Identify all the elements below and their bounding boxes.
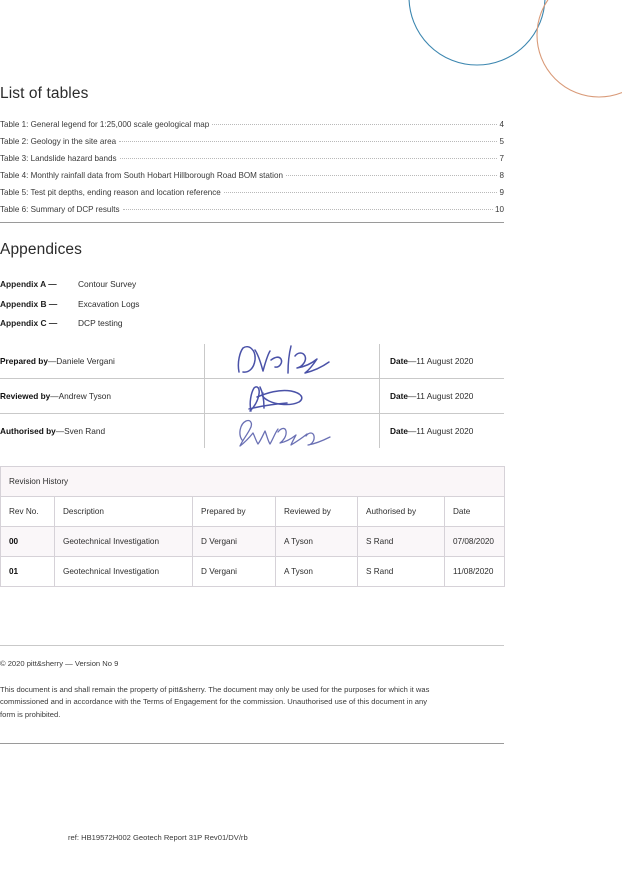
appendix-entry[interactable] xyxy=(0,275,504,295)
toc-entry-label: Table 1: General legend for 1:25,000 scale geological map xyxy=(0,120,210,130)
signature-block xyxy=(0,344,504,448)
list-of-tables-heading: List of tables xyxy=(0,85,89,102)
footer-notes xyxy=(0,645,504,744)
appendix-key: Appendix B — xyxy=(0,298,58,309)
toc-leader xyxy=(212,124,497,125)
cell-date: 11/08/2020 xyxy=(445,557,505,587)
toc-leader xyxy=(120,158,498,159)
appendix-key: Appendix A — xyxy=(0,279,57,290)
cell-prepared-by: D Vergani xyxy=(193,557,276,587)
date-sep: — xyxy=(407,426,417,436)
signature-date-prepared xyxy=(380,344,504,378)
cell-rev-no: 01 xyxy=(1,557,55,587)
signature-date-reviewed xyxy=(380,379,504,413)
signature-cell xyxy=(204,344,380,378)
toc-leader xyxy=(119,141,497,142)
date-label: Date xyxy=(390,356,408,366)
table-row xyxy=(1,557,505,587)
appendix-value: DCP testing xyxy=(78,318,123,329)
signature-cell xyxy=(204,414,380,448)
appendix-entry[interactable] xyxy=(0,314,504,334)
column-header-rev-no: Rev No. xyxy=(1,497,55,527)
toc-entry-page: 10 xyxy=(494,204,504,214)
date-label: Date xyxy=(390,391,408,401)
date-value: 11 August 2020 xyxy=(416,426,474,436)
date-label: Date xyxy=(390,426,408,436)
footer-divider-bottom xyxy=(0,743,504,744)
table-row xyxy=(1,527,505,557)
toc-leader xyxy=(224,192,498,193)
toc-entry-label: Table 5: Test pit depths, ending reason and location reference xyxy=(0,187,221,197)
date-value: 11 August 2020 xyxy=(416,391,474,401)
signature-person: Sven Rand xyxy=(64,426,106,436)
signature-role-label: Prepared by xyxy=(0,356,48,366)
toc-leader xyxy=(286,175,498,176)
signature-role-label: Authorised by xyxy=(0,426,56,436)
section-divider-above-appendices xyxy=(0,222,504,223)
cell-description: Geotechnical Investigation xyxy=(55,557,193,587)
cell-prepared-by: D Vergani xyxy=(193,527,276,557)
column-header-authorised-by: Authorised by xyxy=(358,497,445,527)
cell-date: 07/08/2020 xyxy=(445,527,505,557)
signature-date-authorised xyxy=(380,414,504,448)
toc-leader xyxy=(123,209,493,210)
cell-authorised-by: S Rand xyxy=(358,557,445,587)
toc-entry[interactable] xyxy=(0,168,504,185)
signature-role-authorised-by xyxy=(0,414,204,448)
signature-sven-rand xyxy=(222,410,362,454)
decorative-circle-orange xyxy=(537,0,622,97)
toc-entry[interactable] xyxy=(0,185,504,202)
column-header-date: Date xyxy=(445,497,505,527)
appendix-entry[interactable] xyxy=(0,295,504,315)
document-reference: ref: HB19572H002 Geotech Report 31P Rev01/DV/rb xyxy=(68,833,248,842)
toc-entry-label: Table 2: Geology in the site area xyxy=(0,137,117,147)
toc-entry[interactable] xyxy=(0,201,504,218)
cell-authorised-by: S Rand xyxy=(358,527,445,557)
signature-row xyxy=(0,414,504,448)
signature-row xyxy=(0,344,504,379)
signature-role-sep: — xyxy=(50,391,59,401)
signature-role-sep: — xyxy=(47,356,57,366)
date-value: 11 August 2020 xyxy=(416,356,474,366)
appendix-key: Appendix C — xyxy=(0,318,58,329)
revision-history-section xyxy=(0,466,504,587)
cell-reviewed-by: A Tyson xyxy=(276,557,358,587)
decorative-circle-blue xyxy=(409,0,545,65)
copyright-line: © 2020 pitt&sherry — Version No 9 xyxy=(0,659,119,668)
date-sep: — xyxy=(407,356,417,366)
revision-history-table xyxy=(0,466,505,587)
signature-row xyxy=(0,379,504,414)
cell-description: Geotechnical Investigation xyxy=(55,527,193,557)
appendices-heading: Appendices xyxy=(0,241,83,258)
toc-entry-label: Table 6: Summary of DCP results xyxy=(0,204,120,214)
list-of-tables-entries xyxy=(0,117,504,218)
list-of-tables-section xyxy=(0,85,504,218)
appendix-value: Contour Survey xyxy=(78,279,137,290)
appendices-section xyxy=(0,222,504,334)
disclaimer-text: This document is and shall remain the property of pitt&sherry. The document may only be used for the purposes for which it was commissioned and in accordance with the Terms of Engagement for the commission. Unauthorised use of this document in any form is prohibited. xyxy=(0,685,430,719)
column-header-reviewed-by: Reviewed by xyxy=(276,497,358,527)
appendices-entries xyxy=(0,275,504,334)
signature-role-prepared-by xyxy=(0,344,204,378)
signature-role-sep: — xyxy=(55,426,65,436)
revision-history-caption-row xyxy=(1,467,505,497)
footer-divider-top xyxy=(0,645,504,646)
signature-cell xyxy=(204,379,380,413)
toc-entry[interactable] xyxy=(0,117,504,134)
toc-entry-page: 8 xyxy=(499,171,504,181)
toc-entry[interactable] xyxy=(0,134,504,151)
revision-history-caption: Revision History xyxy=(1,467,505,497)
appendix-value: Excavation Logs xyxy=(78,298,140,309)
revision-history-header-row xyxy=(1,497,505,527)
toc-entry-label: Table 4: Monthly rainfall data from South Hobart Hillborough Road BOM station xyxy=(0,171,283,181)
toc-entry-label: Table 3: Landslide hazard bands xyxy=(0,154,117,164)
column-header-description: Description xyxy=(55,497,193,527)
toc-entry[interactable] xyxy=(0,151,504,168)
signature-person: Daniele Vergani xyxy=(56,356,115,366)
signature-role-reviewed-by xyxy=(0,379,204,413)
signature-person: Andrew Tyson xyxy=(58,391,111,401)
cell-reviewed-by: A Tyson xyxy=(276,527,358,557)
date-sep: — xyxy=(407,391,417,401)
toc-entry-page: 5 xyxy=(499,137,504,147)
toc-entry-page: 7 xyxy=(499,154,504,164)
cell-rev-no: 00 xyxy=(1,527,55,557)
column-header-prepared-by: Prepared by xyxy=(193,497,276,527)
toc-entry-page: 4 xyxy=(499,120,504,130)
toc-entry-page: 9 xyxy=(499,187,504,197)
signature-role-label: Reviewed by xyxy=(0,391,51,401)
